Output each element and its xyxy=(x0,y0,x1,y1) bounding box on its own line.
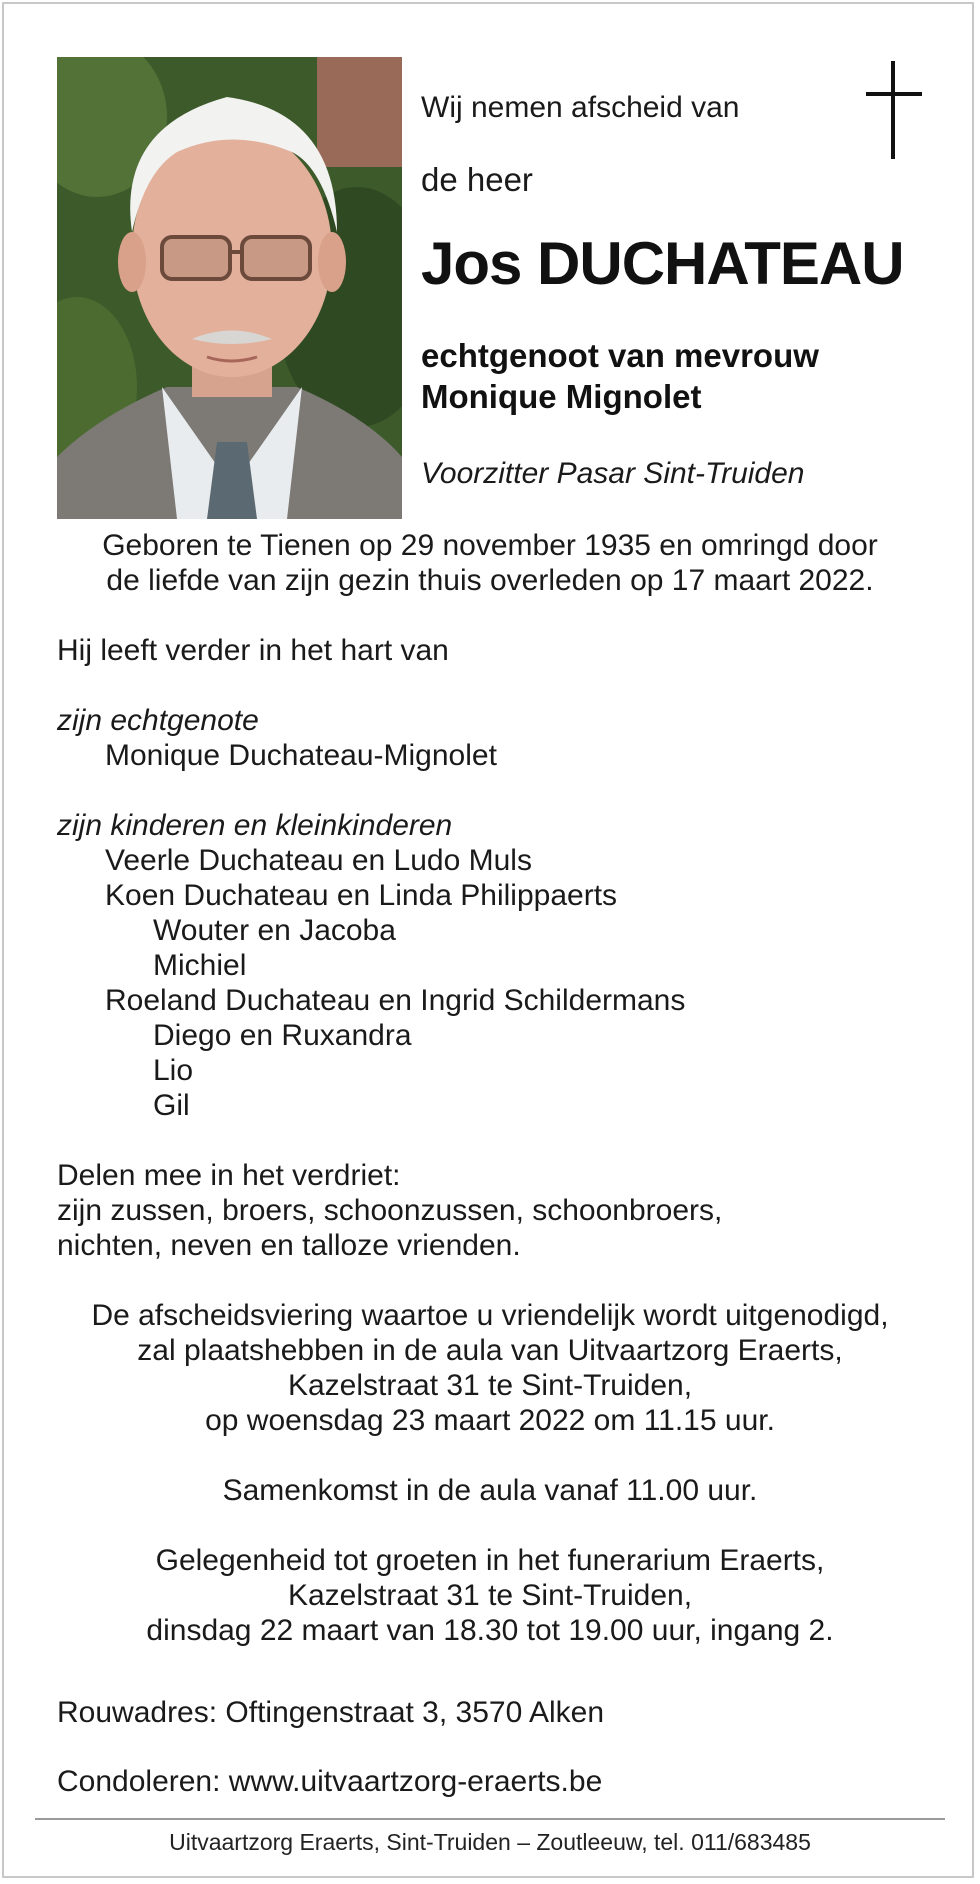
family-line: Diego en Ruxandra xyxy=(153,1019,412,1052)
intro-text: Wij nemen afscheid van xyxy=(421,91,740,124)
share-line-2: zijn zussen, broers, schoonzussen, schoonbroers, xyxy=(57,1194,723,1227)
share-line-1: Delen mee in het verdriet: xyxy=(57,1159,401,1192)
ceremony-line-3: Kazelstraat 31 te Sint-Truiden, xyxy=(287,1369,693,1402)
footer-divider xyxy=(35,1818,945,1820)
family-line: Gil xyxy=(153,1089,190,1122)
spouse-name: Monique Duchateau-Mignolet xyxy=(105,739,497,772)
ceremony-line-1: De afscheidsviering waartoe u vriendelijk wordt uitgenodigd, xyxy=(91,1299,889,1332)
ceremony-line-2: zal plaatshebben in de aula van Uitvaartzorg Eraerts, xyxy=(137,1334,843,1367)
deceased-name: Jos DUCHATEAU xyxy=(421,230,904,297)
share-line-3: nichten, neven en talloze vrienden. xyxy=(57,1229,521,1262)
gathering-text: Samenkomst in de aula vanaf 11.00 uur. xyxy=(222,1474,758,1507)
family-intro: Hij leeft verder in het hart van xyxy=(57,634,449,667)
visitation-line-3: dinsdag 22 maart van 18.30 tot 19.00 uur, ingang 2. xyxy=(146,1614,834,1647)
salutation-text: de heer xyxy=(421,161,533,198)
visitation-line-2: Kazelstraat 31 te Sint-Truiden, xyxy=(287,1579,693,1612)
family-line: Wouter en Jacoba xyxy=(153,914,396,947)
ceremony-line-4: op woensdag 23 maart 2022 om 11.15 uur. xyxy=(205,1404,775,1437)
family-line: Michiel xyxy=(153,949,247,982)
condolences-link[interactable]: Condoleren: www.uitvaartzorg-eraerts.be xyxy=(57,1765,603,1798)
birth-line-1: Geboren te Tienen op 29 november 1935 en omringd door xyxy=(102,529,878,562)
role-text: Voorzitter Pasar Sint-Truiden xyxy=(421,457,805,490)
birth-line-2: de liefde van zijn gezin thuis overleden op 17 maart 2022. xyxy=(106,564,874,597)
spouse-line-1: echtgenoot van mevrouw xyxy=(421,337,819,374)
family-line: Roeland Duchateau en Ingrid Schildermans xyxy=(105,984,686,1017)
spouse-heading: zijn echtgenote xyxy=(57,704,259,737)
footer-text: Uitvaartzorg Eraerts, Sint-Truiden – Zoutleeuw, tel. 011/683485 xyxy=(169,1829,811,1855)
family-line: Lio xyxy=(153,1054,194,1087)
children-heading: zijn kinderen en kleinkinderen xyxy=(57,809,453,842)
portrait-photo xyxy=(57,57,402,519)
mourning-address: Rouwadres: Oftingenstraat 3, 3570 Alken xyxy=(57,1696,605,1729)
visitation-line-1: Gelegenheid tot groeten in het funerarium Eraerts, xyxy=(155,1544,825,1577)
family-line: Veerle Duchateau en Ludo Muls xyxy=(105,844,532,877)
family-line: Koen Duchateau en Linda Philippaerts xyxy=(105,879,618,912)
spouse-line-2: Monique Mignolet xyxy=(421,378,702,415)
cross-icon xyxy=(866,61,922,159)
